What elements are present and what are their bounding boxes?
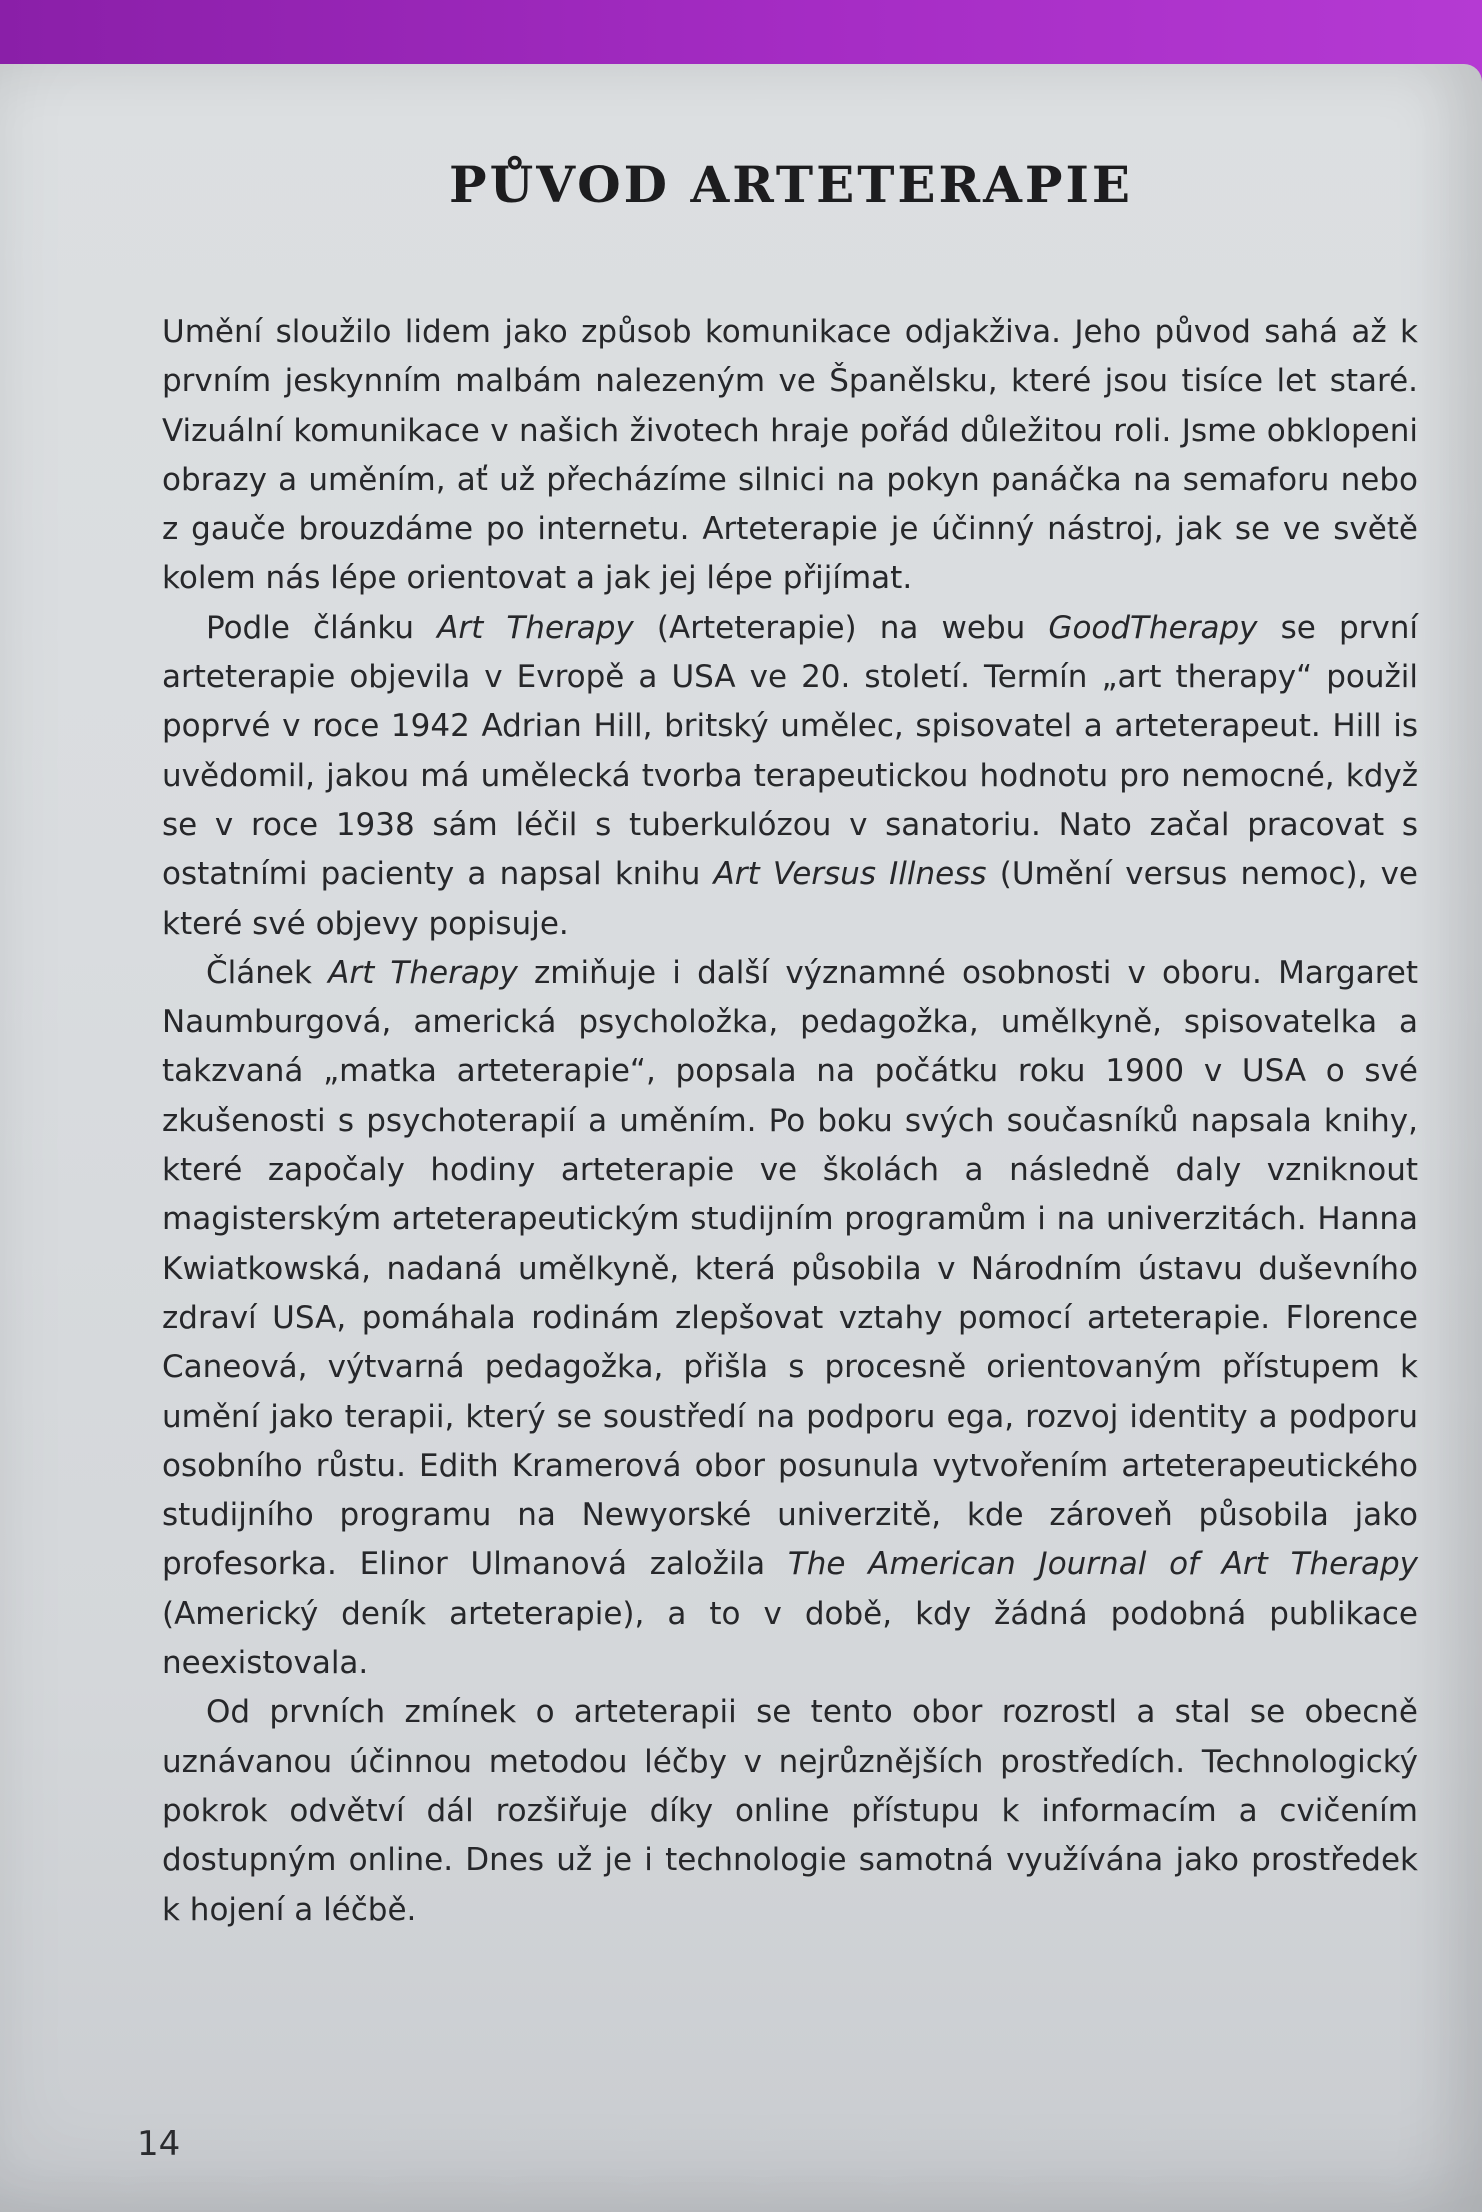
page-number: 14 — [137, 2124, 181, 2164]
text-run: Článek — [206, 954, 329, 991]
text-run: (Americký deník arteterapie), a to v době, kdy žádná podobná publikace neexistovala. — [162, 1595, 1418, 1682]
page-title: PŮVOD ARTETERAPIE — [449, 155, 1133, 214]
italic-title: Art Therapy — [437, 609, 634, 646]
italic-title: GoodTherapy — [1048, 609, 1258, 646]
text-run: se první arteterapie objevila v Evropě a USA ve 20. století. Termín „art therapy“ použil poprvé v roce 1942 Adrian Hill, britský umělec, spisovatel a arteterapeut. Hill is uvědomil, jakou má umělecká tvorba terapeutickou hodnotu pro nemocné, když se v roce 1938 sám léčil s tuberkulózou v sanatoriu. Nato začal pracovat s ostatními pacienty a napsal knihu — [162, 609, 1418, 893]
text-run: Podle článku — [206, 609, 438, 646]
italic-title: Art Therapy — [328, 954, 518, 991]
paragraph — [162, 308, 1418, 604]
text-run: Umění sloužilo lidem jako způsob komunikace odjakživa. Jeho původ sahá až k prvním jeskynním malbám nalezeným ve Španělsku, které jsou tisíce let staré. Vizuální komunikace v našich životech hraje pořád důležitou roli. Jsme obklopeni obrazy a uměním, ať už přecházíme silnici na pokyn panáčka na semaforu nebo z gauče brouzdáme po internetu. Arteterapie je účinný nástroj, jak se ve světě kolem nás lépe orientovat a jak jej lépe přijímat. — [162, 314, 1418, 597]
italic-title: The American Journal of Art Therapy — [787, 1546, 1418, 1583]
italic-title: Art Versus Illness — [713, 856, 987, 893]
paragraph — [162, 949, 1418, 1688]
paragraph — [162, 1688, 1418, 1934]
body-text — [162, 308, 1418, 1935]
text-run: Od prvních zmínek o arteterapii se tento obor rozrostl a stal se obecně uznávanou účinnou metodou léčby v nejrůznějších prostředích. Technologický pokrok odvětví dál rozšiřuje díky online přístupu k informacím a cvičením dostupným online. Dnes už je i technologie samotná využívána jako prostředek k hojení a léčbě. — [162, 1694, 1418, 1928]
paragraph — [162, 604, 1418, 949]
text-run: (Arteterapie) na webu — [633, 609, 1049, 646]
text-run: (Umění versus nemoc), ve které své objevy popisuje. — [162, 856, 1418, 942]
text-run: zmiňuje i další významné osobnosti v oboru. Margaret Naumburgová, americká psycholožka, pedagožka, umělkyně, spisovatelka a takzvaná „matka arteterapie“, popsala na počátku roku 1900 v USA o své zkušenosti s psychoterapií a uměním. Po boku svých současníků napsala knihy, které započaly hodiny arteterapie ve školách a následně daly vzniknout magisterským arteterapeutickým studijním programům i na univerzitách. Hanna Kwiatkowská, nadaná umělkyně, která působila v Národním ústavu duševního zdraví USA, pomáhala rodinám zlepšovat vztahy pomocí arteterapie. Florence Caneová, výtvarná pedagožka, přišla s procesně orientovaným přístupem k umění jako terapii, který se soustředí na podporu ega, rozvoj identity a podporu osobního růstu. Edith Kramerová obor posunula vytvořením arteterapeutického studijního programu na Newyorské univerzitě, kde zároveň působila jako profesorka. Elinor Ulmanová založila — [162, 954, 1418, 1583]
